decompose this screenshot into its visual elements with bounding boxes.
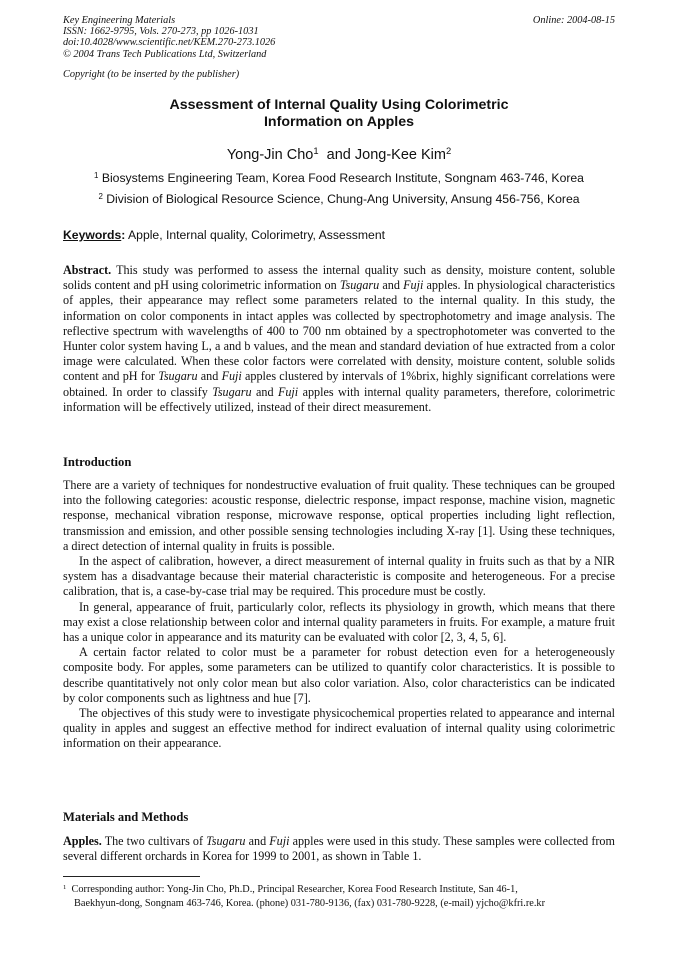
section-heading-methods: Materials and Methods [63,810,189,824]
affiliation-1-text: Biosystems Engineering Team, Korea Food Research Institute, Songnam 463-746, Korea [101,171,584,185]
abstract-label: Abstract. [63,263,112,277]
methods-body [63,834,615,864]
affiliation-1-number: 1 [94,171,99,181]
introduction-body [63,478,615,752]
issn-line: ISSN: 1662-9795, Vols. 270-273, pp 1026-1031 [63,26,259,38]
journal-name: Key Engineering Materials [63,15,176,26]
doi-line: doi:10.4028/www.scientific.net/KEM.270-273.1026 [63,37,276,49]
author-1: Yong-Jin Cho [226,147,314,163]
abstract-text: and [382,278,400,293]
cultivar-tsugaru: Tsugaru [158,369,198,384]
affiliation-1 [63,171,615,185]
keywords-colon: : [121,228,126,242]
author-2: Jong-Kee Kim [354,147,446,163]
online-date: Online: 2004-08-15 [532,15,615,26]
title-line-2: Information on Apples [263,114,414,130]
author-conjunction: and [326,147,351,163]
publisher-line: © 2004 Trans Tech Publications Ltd, Switzerland [63,48,267,60]
methods-text: and [248,834,267,848]
cultivar-fuji: Fuji [277,384,299,399]
abstract-text: apples with internal quality parameters, therefore, colorimetric information will be effectively utilized, instead of their direct measurement. [63,384,615,414]
copyright-line: Copyright (to be inserted by the publisher) [63,68,240,80]
abstract-text: apples clustered by intervals of 1%brix, highly significant correlations were obtained. In order to classify [63,369,615,399]
cultivar-fuji: Fuji [221,369,242,384]
abstract-text: apples. In physiological characteristics of apples, their appearance may reflect some parameters related to the internal quality. In this study, the information on color components in intact apples was collected by spectrophotometry and image analysis. The reflective spectrum with wavelengths of 400 to 700 nm obtained by a spectrophotometer was converted to the Hunter color system having L, a and b values, and the mean and standard deviation of hue extracted from a color image were calculated. When these color factors were correlated with density, moisture content, soluble solids content and pH for [63,278,615,384]
affiliation-2-number: 2 [98,192,103,202]
affiliation-2 [63,192,615,206]
author-1-affiliation-mark: 1 [313,145,319,157]
footnote [63,883,615,912]
cultivar-fuji: Fuji [269,834,290,848]
affiliation-2-text: Division of Biological Resource Science, Chung-Ang University, Ansung 456-756, Korea [106,192,580,206]
cultivar-tsugaru: Tsugaru [206,834,246,848]
journal-header [63,15,615,80]
footnote-number: 1 [63,883,67,891]
keywords [63,228,385,242]
methods-text: apples were used in this study. These samples were collected from several different orchards in Korea for 1999 to 2001, as shown in Table 1. [63,834,615,864]
paragraph: In general, appearance of fruit, particularly color, reflects its physiology in growth, which means that there may exist a close relationship between color and internal quality parameters in fruits. For example, a mature fruit has a unique color in appearance and its maturity can be evaluated with color [2, 3, 4, 5, 6]. [63,599,615,645]
abstract-text: This study was performed to assess the internal quality such as density, moisture content, soluble solids content and pH using colorimetric information on [63,263,615,293]
keywords-text: Apple, Internal quality, Colorimetry, Assessment [128,228,385,242]
methods-text: The two cultivars of [104,834,204,848]
abstract [63,263,615,415]
author-2-affiliation-mark: 2 [445,145,452,157]
footnote-line-2: Baekhyun-dong, Songnam 463-746, Korea. (phone) 031-780-9136, (fax) 031-780-9228, (e-mail) yjcho@kfri.re.kr [74,898,546,910]
abstract-text: and [255,384,274,399]
footnote-divider [63,876,200,877]
cultivar-tsugaru: Tsugaru [339,278,380,293]
cultivar-tsugaru: Tsugaru [212,384,252,399]
section-heading-introduction: Introduction [63,455,132,469]
paragraph: A certain factor related to color must be a parameter for robust detection even for a heterogeneously composite body. For apples, some parameters can be utilized to quantify color characteristics. It is possible to describe quantitatively not only color mean but also color variation. Also, color characteristics can be indicated by color components such as lightness and hue [7]. [63,645,615,705]
paragraph: The objectives of this study were to investigate physicochemical properties related to appearance and internal quality in apples and suggest an effective method for indirect evaluation of internal quality using colorimetric information on their appearance. [63,706,615,751]
keywords-label: Keywords [63,228,122,242]
author-list [63,147,615,163]
paper-title [63,97,615,131]
paragraph: In the aspect of calibration, however, a direct measurement of internal quality in fruits such as that by a NIR system has a disadvantage because their material characteristic is composite and heterogeneous. For a precise calibration, that is, a case-by-case trial may be required. This procedure must be costly. [63,554,615,599]
abstract-text: and [200,369,219,384]
title-line-1: Assessment of Internal Quality Using Colorimetric [169,97,509,113]
cultivar-fuji: Fuji [403,278,424,293]
footnote-line-1: Corresponding author: Yong-Jin Cho, Ph.D., Principal Researcher, Korea Food Research Institute, San 46-1, [71,884,518,895]
subsection-label-apples: Apples. [63,834,102,848]
paragraph: There are a variety of techniques for nondestructive evaluation of fruit quality. These techniques can be grouped into the following categories: acoustic response, dielectric response, impact response, machine vision, magnetic response, mechanical vibration response, microwave response, optical properties including light reflection, transmission and emission, and other possible sensing technologies including X-ray [1]. Using these techniques, a direct detection of internal quality in fruits is possible. [63,478,615,553]
